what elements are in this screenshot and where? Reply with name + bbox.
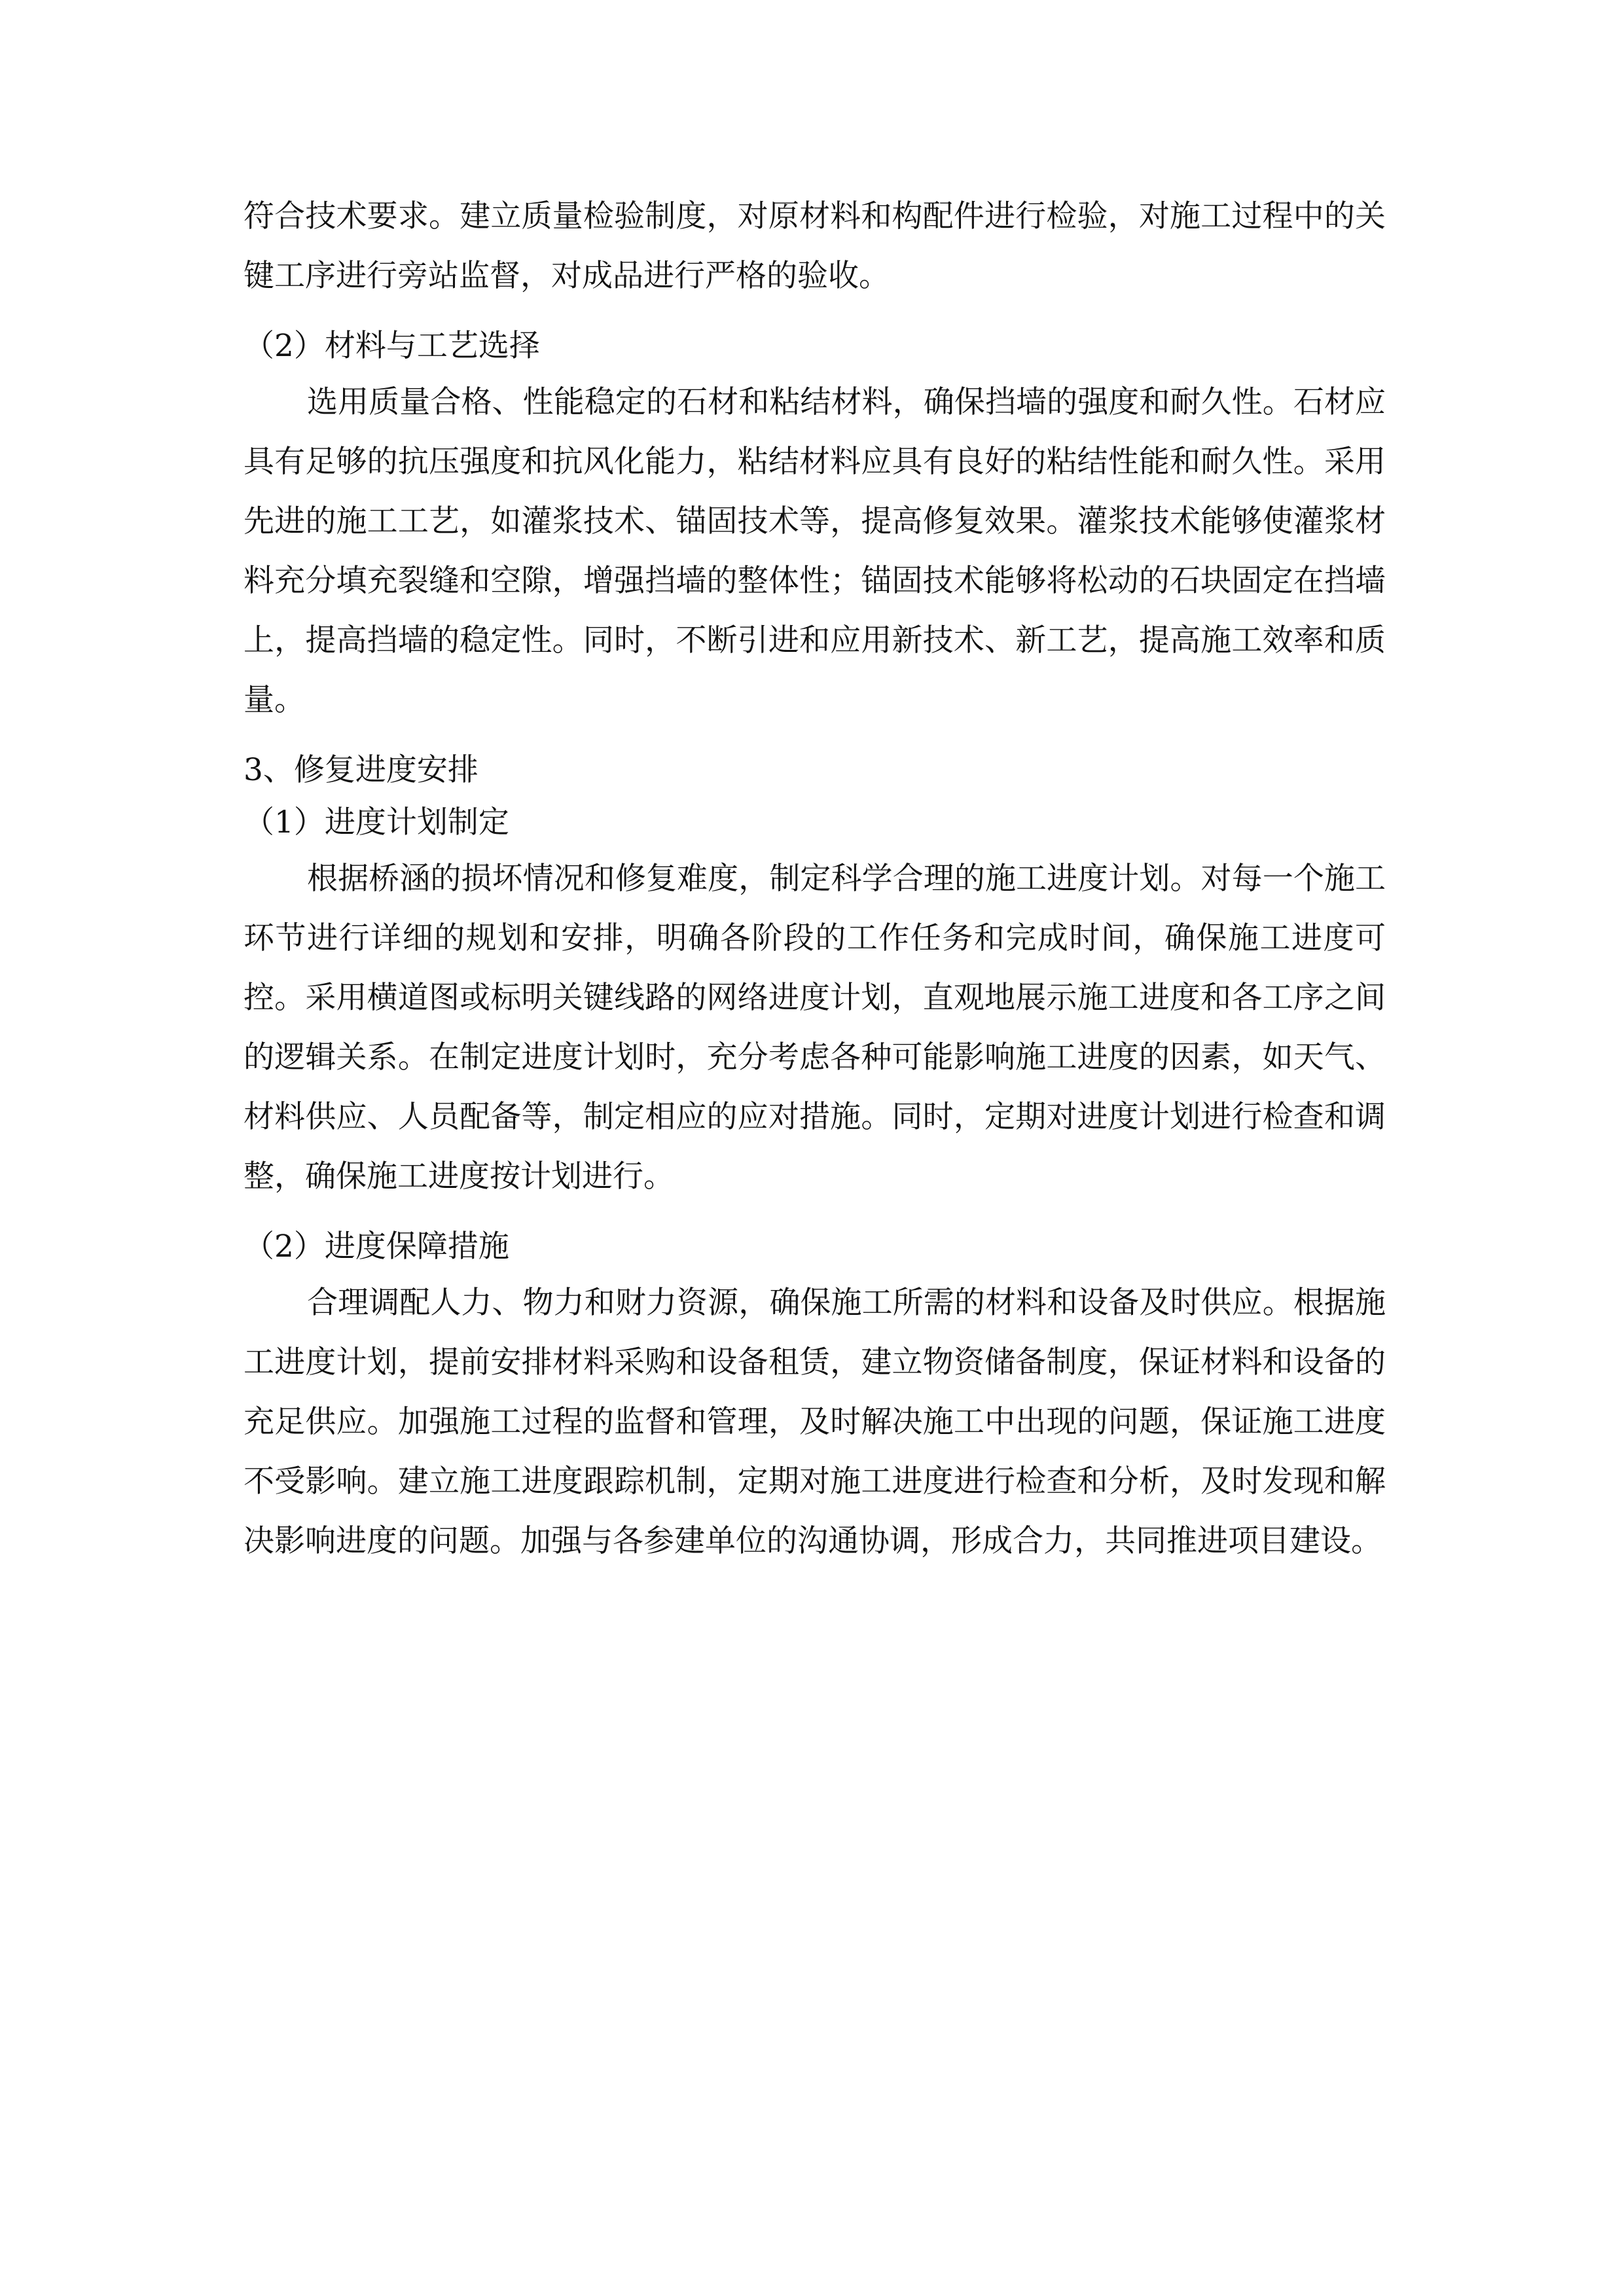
heading-repair-schedule: 3、修复进度安排: [244, 752, 478, 788]
paragraph-schedule-planning: 根据桥涵的损坏情况和修复难度，制定科学合理的施工进度计划。对每一个施工环节进行详细的规划和安排，明确各阶段的工作任务和完成时间，确保施工进度可控。采用横道图或标明关键线路的网络进度计划，直观地展示施工进度和各工序之间的逻辑关系。在制定进度计划时，充分考虑各种可能影响施工进度的因素，如天气、材料供应、人员配备等，制定相应的应对措施。同时，定期对进度计划进行检查和调整，确保施工进度按计划进行。: [244, 861, 1386, 1194]
document-body: [244, 187, 1386, 1571]
paragraph-materials-and-process: 选用质量合格、性能稳定的石材和粘结材料，确保挡墙的强度和耐久性。石材应具有足够的抗压强度和抗风化能力，粘结材料应具有良好的粘结性能和耐久性。采用先进的施工工艺，如灌浆技术、锚固技术等，提高修复效果。灌浆技术能够使灌浆材料充分填充裂缝和空隙，增强挡墙的整体性；锚固技术能够将松动的石块固定在挡墙上，提高挡墙的稳定性。同时，不断引进和应用新技术、新工艺，提高施工效率和质量。: [244, 384, 1386, 718]
heading-schedule-planning: （1）进度计划制定: [244, 804, 509, 840]
heading-schedule-assurance: （2）进度保障措施: [244, 1229, 509, 1265]
paragraph-schedule-assurance: 合理调配人力、物力和财力资源，确保施工所需的材料和设备及时供应。根据施工进度计划，提前安排材料采购和设备租赁，建立物资储备制度，保证材料和设备的充足供应。加强施工过程的监督和管理，及时解决施工中出现的问题，保证施工进度不受影响。建立施工进度跟踪机制，定期对施工进度进行检查和分析，及时发现和解决影响进度的问题。加强与各参建单位的沟通协调，形成合力，共同推进项目建设。: [244, 1285, 1386, 1559]
heading-materials-and-process: （2）材料与工艺选择: [244, 328, 540, 364]
paragraph-quality-inspection: 符合技术要求。建立质量检验制度，对原材料和构配件进行检验，对施工过程中的关键工序进行旁站监督，对成品进行严格的验收。: [244, 198, 1386, 294]
